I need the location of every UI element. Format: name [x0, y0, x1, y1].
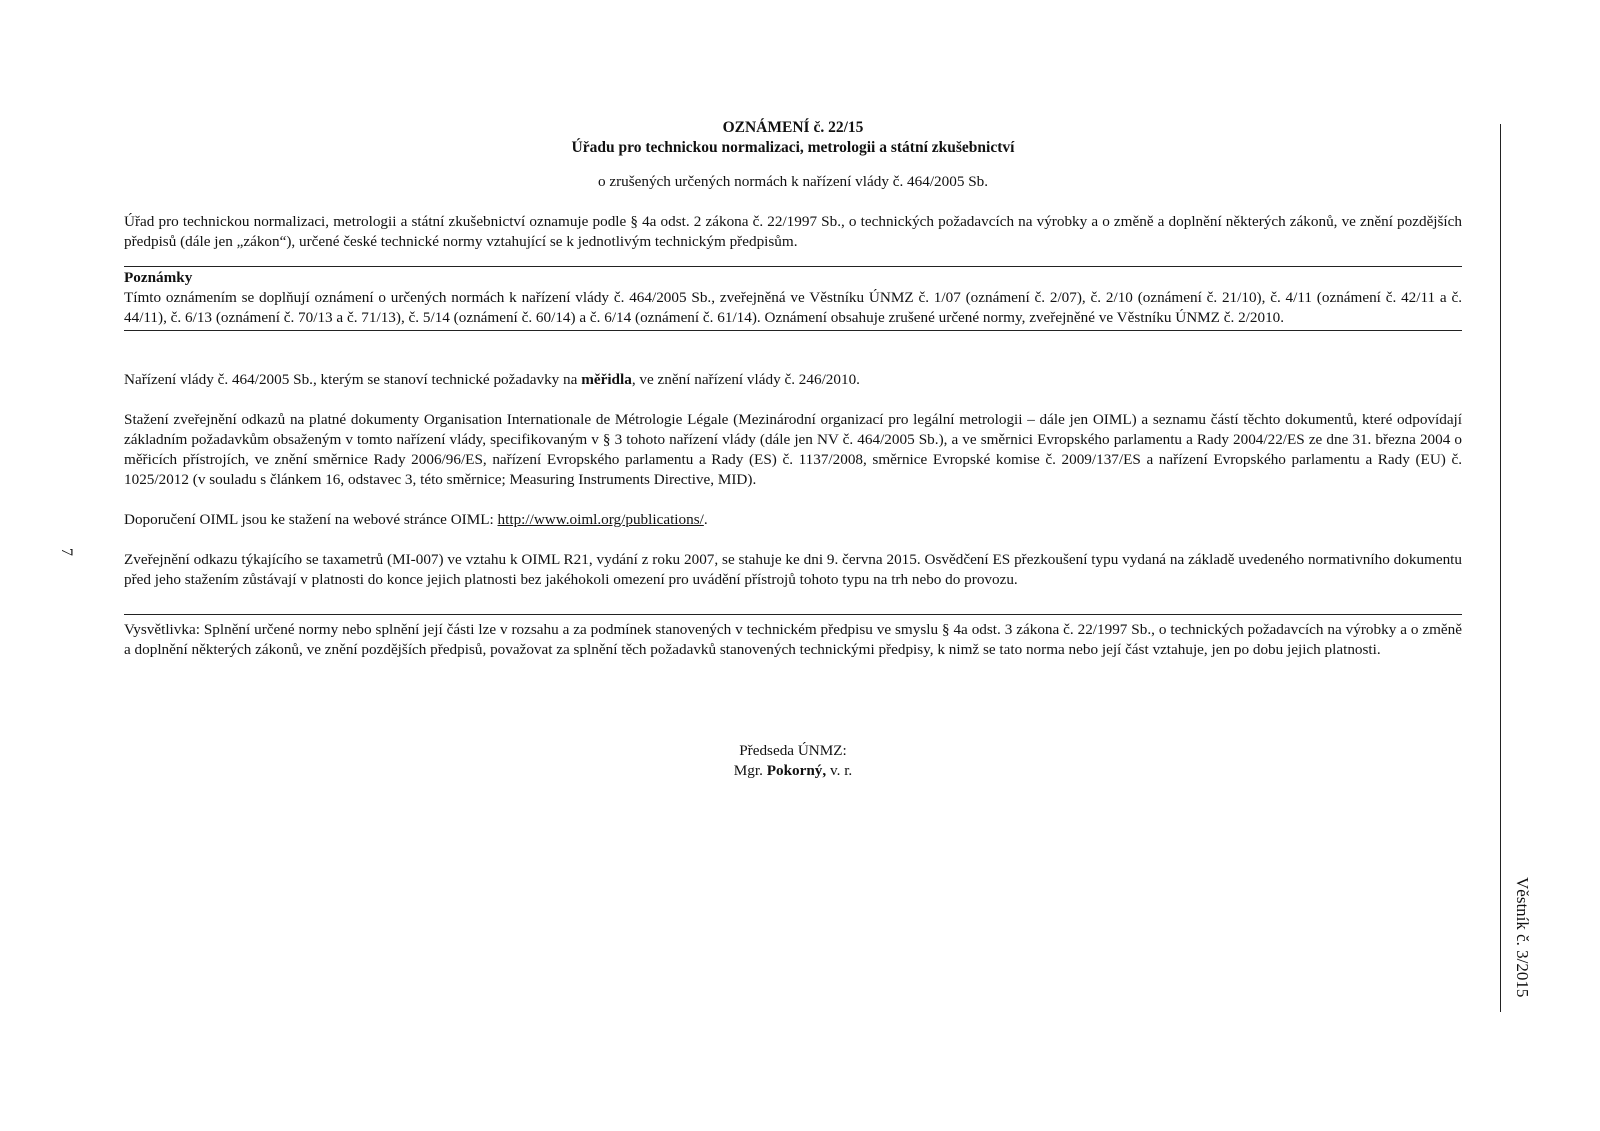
explanation-paragraph: Vysvětlivka: Splnění určené normy nebo splnění její části lze v rozsahu a za podmínek stanovených v technickém předpisu ve smyslu § 4a odst. 3 zákona č. 22/1997 Sb., o technických požadavcích na výrobky a o změně a doplnění některých zákonů, ve znění pozdějších předpisů, považovat za splnění těch požadavků stanovených technickými předpisy, k nimž se tato norma nebo její část vztahuje, jen po dobu jejich platnosti.	[124, 614, 1462, 660]
notes-text: Tímto oznámením se doplňují oznámení o určených normách k nařízení vlády č. 464/2005 Sb., zveřejněná ve Věstníku ÚNMZ č. 1/07 (oznámení č. 2/07), č. 2/10 (oznámení č. 21/10), č. 4/11 (oznámení č. 42/11 a č. 44/11), č. 6/13 (oznámení č. 70/13 a č. 71/13), č. 5/14 (oznámení č. 60/14) a č. 6/14 (oznámení č. 61/14). Oznámení obsahuje zrušené určené normy, zveřejněné ve Věstníku ÚNMZ č. 2/2010.	[124, 289, 1462, 326]
recommendation-suffix: .	[703, 511, 708, 528]
document-body	[124, 118, 1462, 781]
signatory-name: Pokorný,	[766, 762, 827, 779]
signature-line	[124, 761, 1462, 781]
document-title: OZNÁMENÍ č. 22/15	[722, 119, 864, 136]
bulletin-side-title: Věstník č. 3/2015	[1513, 877, 1532, 998]
regulation-suffix: , ve znění nařízení vlády č. 246/2010.	[631, 371, 860, 388]
issuing-office: Úřadu pro technickou normalizaci, metrologii a státní zkušebnictví	[571, 139, 1015, 156]
side-rule	[1500, 124, 1501, 1012]
withdrawal-paragraph: Stažení zveřejnění odkazů na platné dokumenty Organisation Internationale de Métrologie Légale (Mezinárodní organizací pro legální metrologii – dále jen OIML) a seznamu částí těchto dokumentů, které odpovídají základním požadavkům obsaženým v tomto nařízení vlády, specifikovaným v § 3 tohoto nařízení vlády (dále jen NV č. 464/2005 Sb.), a ve směrnici Evropského parlamentu a Rady 2004/22/ES ze dne 31. března 2004 o měřicích přístrojích, ve znění směrnice Rady 2006/96/ES, nařízení Evropského parlamentu a Rady (ES) č. 1137/2008, směrnice Evropské komise č. 2009/137/ES a nařízení Evropského parlamentu a Rady (EU) č. 1025/2012 (v souladu s článkem 16, odstavec 3, této směrnice; Measuring Instruments Directive, MID).	[124, 411, 1462, 488]
intro-paragraph: Úřad pro technickou normalizaci, metrologii a státní zkušebnictví oznamuje podle § 4a odst. 2 zákona č. 22/1997 Sb., o technických požadavcích na výrobky a o změně a doplnění některých zákonů, ve znění pozdějších předpisů (dále jen „zákon“), určené české technické normy vztahující se k jednotlivým technickým předpisům.	[124, 213, 1462, 250]
signature-role: Předseda ÚNMZ:	[739, 742, 847, 759]
signature-block	[124, 741, 1462, 781]
recommendation-prefix: Doporučení OIML jsou ke stažení na webové stránce OIML:	[124, 511, 498, 528]
document-subject: o zrušených určených normách k nařízení vlády č. 464/2005 Sb.	[597, 173, 989, 190]
notes-box	[124, 266, 1462, 331]
regulation-prefix: Nařízení vlády č. 464/2005 Sb., kterým se stanoví technické požadavky na	[124, 371, 582, 388]
notes-heading: Poznámky	[124, 269, 193, 286]
recommendation-paragraph	[124, 510, 1462, 530]
page-number: 7	[58, 548, 75, 556]
signature-prefix: Mgr.	[733, 762, 767, 779]
regulation-keyword: měřidla	[581, 371, 632, 388]
oiml-publications-link[interactable]: http://www.oiml.org/publications/	[497, 511, 704, 528]
taximeters-paragraph: Zveřejnění odkazu týkajícího se taxametrů (MI-007) ve vztahu k OIML R21, vydání z roku 2007, se stahuje ke dni 9. června 2015. Osvědčení ES přezkoušení typu vydaná na základě uvedeného normativního dokumentu před jeho stažením zůstávají v platnosti do konce jejich platnosti bez jakéhokoli omezení pro uvádění přístrojů tohoto typu na trh nebo do provozu.	[124, 551, 1462, 588]
regulation-paragraph	[124, 370, 1462, 390]
signature-suffix: v. r.	[826, 762, 853, 779]
